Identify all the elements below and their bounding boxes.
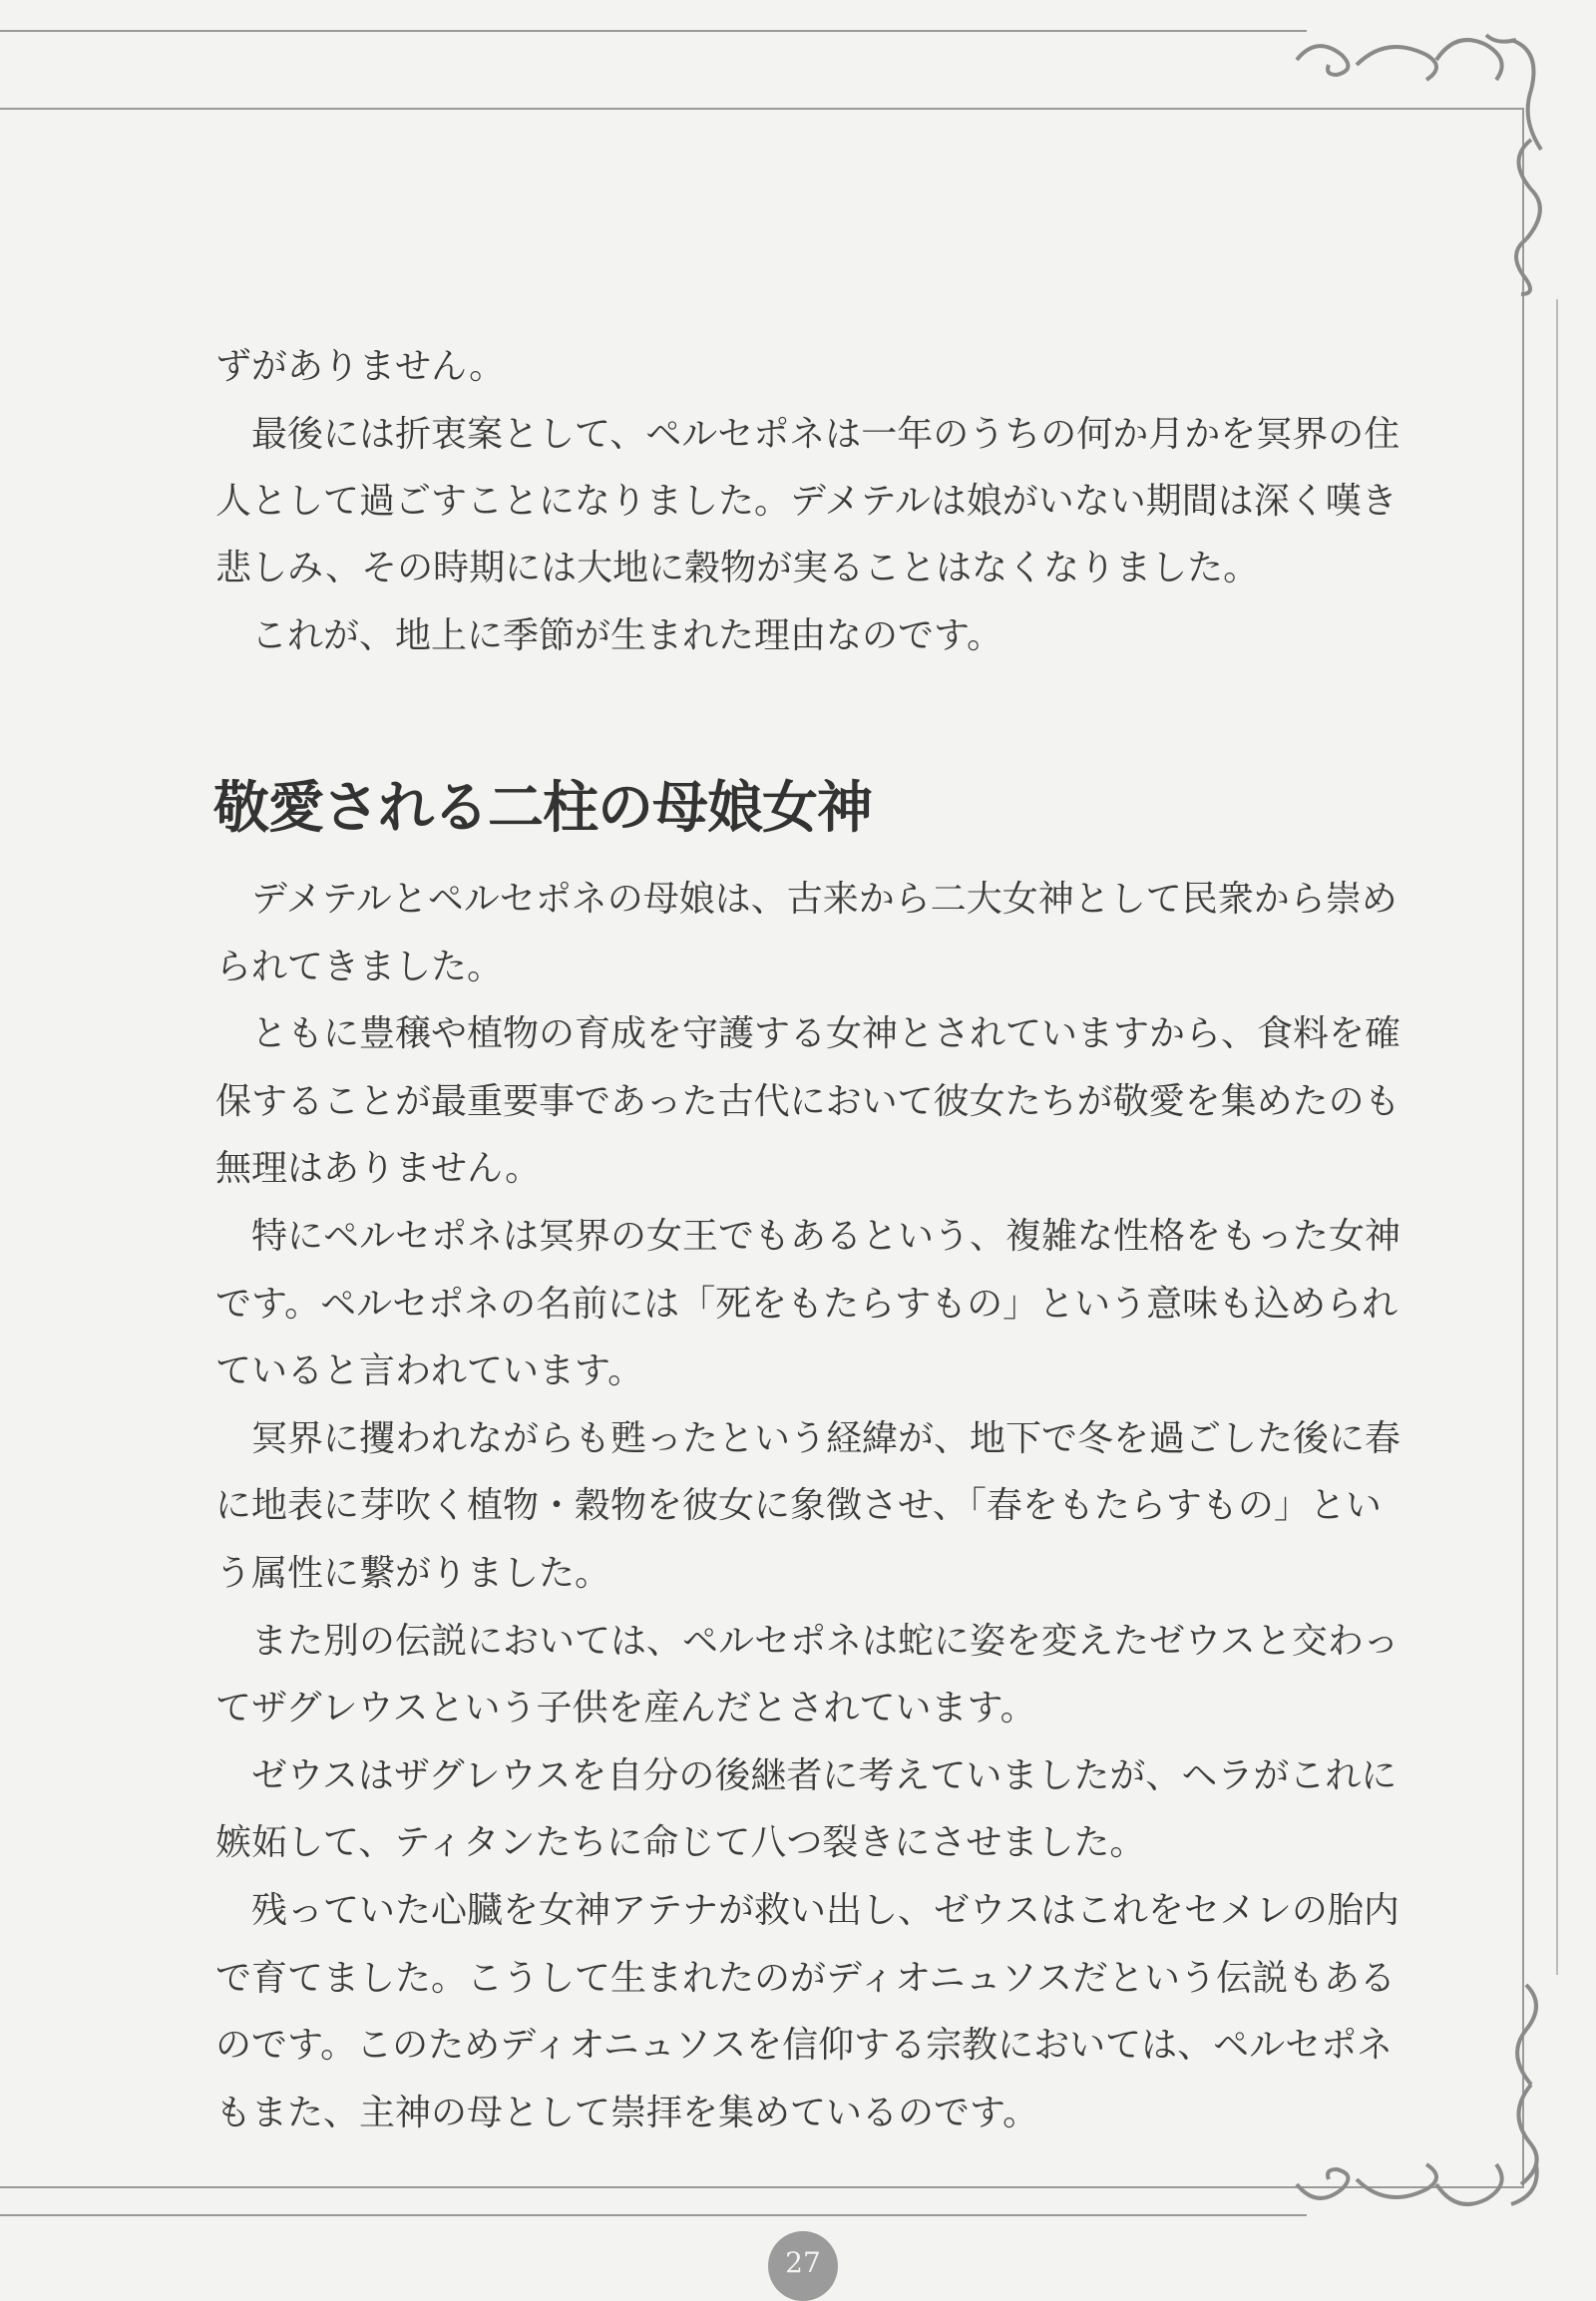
frame-top-outer (0, 30, 1307, 32)
text-line: もまた、主神の母として崇拝を集めているのです。 (215, 2092, 1039, 2133)
section-heading: 敬愛される二柱の母娘女神 (213, 776, 872, 841)
text-line: また別の伝説においては、ペルセポネは蛇に姿を変えたゼウスと交わっ (251, 1620, 1399, 1662)
corner-ornament-top-icon (1287, 20, 1556, 299)
text-line: ともに豊穣や植物の育成を守護する女神とされていますから、食料を確 (251, 1013, 1401, 1055)
corner-ornament-bottom-icon (1287, 1975, 1556, 2234)
frame-bottom-outer (0, 2214, 1307, 2216)
text-line: です。ペルセポネの名前には「死をもたらすもの」という意味も込められ (215, 1283, 1398, 1325)
text-line: てザグレウスという子供を産んだとされています。 (215, 1688, 1036, 1729)
page-number: 27 (768, 2231, 838, 2301)
text-line: デメテルとペルセポネの母娘は、古来から二大女神として民衆から崇め (251, 879, 1397, 920)
text-line: 最後には折衷案として、ペルセポネは一年のうちの何か月かを冥界の住 (251, 414, 1400, 455)
text-line: 残っていた心臓を女神アテナが救い出し、ゼウスはこれをセメレの胎内 (251, 1890, 1399, 1931)
text-line: う属性に繋がりました。 (215, 1553, 611, 1594)
text-line: ていると言われています。 (215, 1350, 644, 1392)
text-line: で育てました。こうして生まれたのがディオニュソスだという伝説もある (215, 1957, 1396, 1999)
text-line: のです。このためディオニュソスを信仰する宗教においては、ペルセポネ (215, 2025, 1394, 2067)
text-line: ずがありません。 (215, 346, 506, 387)
frame-right (1522, 108, 1524, 2188)
text-line: ゼウスはザグレウスを自分の後継者に考えていましたが、ヘラがこれに (251, 1754, 1397, 1796)
text-line: 悲しみ、その時期には大地に穀物が実ることはなくなりました。 (215, 548, 1260, 588)
text-line: 人として過ごすことになりました。デメテルは娘がいない期間は深く嘆き (215, 481, 1397, 522)
frame-right-outer (1556, 299, 1558, 1975)
text-line: られてきました。 (215, 946, 504, 987)
text-line: 冥界に攫われながらも甦ったという経緯が、地下で冬を過ごした後に春 (251, 1417, 1401, 1459)
text-line: 保することが最重要事であった古代において彼女たちが敬愛を集めたのも (215, 1080, 1400, 1122)
text-line: これが、地上に季節が生まれた理由なのです。 (251, 615, 1003, 656)
text-line: に地表に芽吹く植物・穀物を彼女に象徴させ、「春をもたらすもの」とい (215, 1485, 1382, 1527)
text-line: 嫉妬して、ティタンたちに命じて八つ裂きにさせました。 (215, 1822, 1146, 1864)
text-line: 特にペルセポネは冥界の女王でもあるという、複雑な性格をもった女神 (251, 1216, 1401, 1257)
text-line: 無理はありません。 (215, 1148, 542, 1190)
